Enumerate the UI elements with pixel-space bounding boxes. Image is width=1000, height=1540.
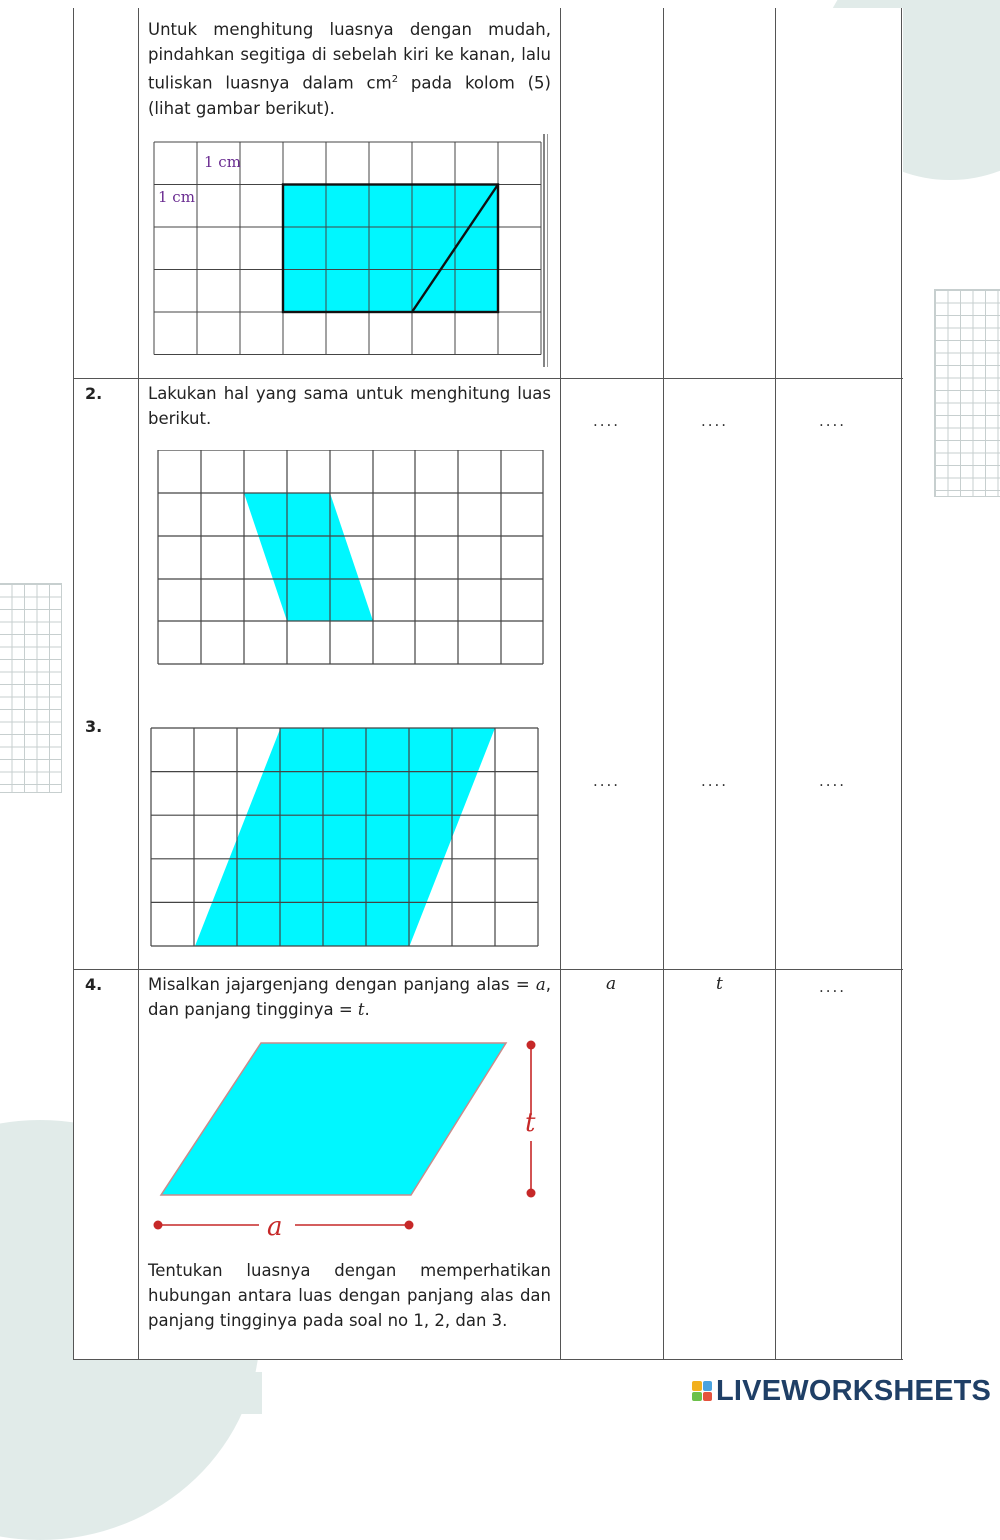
label-a: a [267,1212,283,1242]
table-border-right [901,8,902,1360]
column-divider-4 [775,8,776,1360]
row3-answer-col3[interactable]: .... [593,772,621,790]
base-endpoint-right [405,1221,414,1230]
decorative-grid-right [934,289,1000,497]
label-1cm-width: 1 cm [204,153,241,171]
row4-number: 4. [85,975,103,994]
table-border-left [73,8,74,1360]
row2-answer-col4[interactable]: .... [701,412,729,430]
row3-answer-col4[interactable]: .... [701,772,729,790]
cyan-parallelogram-variable [161,1043,506,1195]
parallelogram-variable-figure [153,1035,543,1245]
row4-col4-variable: t [716,974,723,994]
cyan-parallelogram-small [244,493,373,621]
table-border-bottom [73,1359,903,1360]
label-t: t [525,1108,536,1138]
column-divider-2 [560,8,561,1360]
row2-instruction: Lakukan hal yang sama untuk menghitung luas berikut. [148,384,551,428]
parallelogram-grid-figure-small [157,450,546,668]
row4-col3-variable: a [606,974,617,994]
logo-square-3 [692,1392,702,1402]
column-divider-3 [663,8,664,1360]
rectangle-grid-figure [152,134,548,367]
row2-answer-col3[interactable]: .... [593,412,621,430]
worksheet-table [73,8,903,1360]
row1-instruction: Untuk menghitung luasnya dengan mudah, pindahkan segitiga di sebelah kiri ke kanan, lalu tuliskan luasnya dalam $cm^2$ pada kolom (5) (lihat gambar berikut). [148,20,551,118]
logo-square-1 [692,1381,702,1391]
column-divider-1 [138,8,139,1360]
row2-number: 2. [85,384,103,403]
liveworksheets-logo [692,1376,991,1406]
row3-number: 3. [85,717,103,736]
logo-mark-icon [692,1381,712,1401]
label-1cm-height: 1 cm [158,188,195,206]
row-divider-4 [73,969,903,970]
parallelogram-grid-figure-large [150,727,542,949]
row4-answer-col5[interactable]: .... [819,978,847,996]
logo-square-2 [703,1381,713,1391]
height-endpoint-top [527,1041,536,1050]
height-endpoint-bottom [527,1189,536,1198]
logo-text: LIVEWORKSHEETS [716,1374,992,1407]
row4-question: Tentukan luasnya dengan memperhatikan hubungan antara luas dengan panjang alas dan panjang tingginya pada soal no 1, 2, dan 3. [148,1261,551,1330]
base-endpoint-left [154,1221,163,1230]
cyan-parallelogram-large [195,728,495,946]
row2-answer-col5[interactable]: .... [819,412,847,430]
decorative-band-bottom [70,1372,262,1414]
row-divider-2 [73,378,903,379]
row3-answer-col5[interactable]: .... [819,772,847,790]
row4-instruction: Misalkan jajargenjang dengan panjang alas = a, dan panjang tingginya = t. [148,975,551,1019]
cyan-rectangle [283,185,498,313]
logo-square-4 [703,1392,713,1402]
decorative-grid-left [0,583,62,793]
